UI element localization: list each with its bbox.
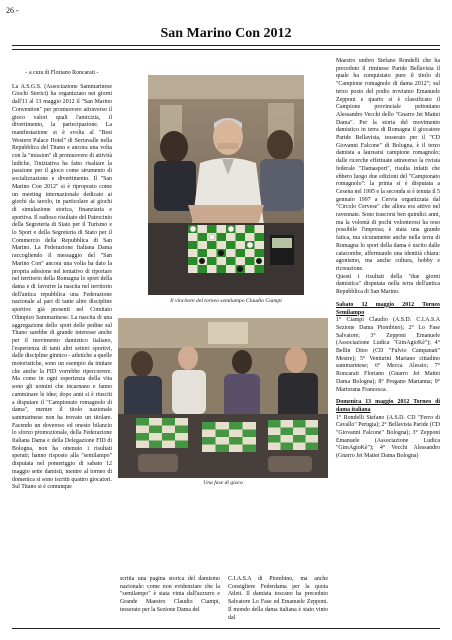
results-heading-semilampo: Sabato 12 maggio 2012 Torneo Semilampo [336,301,440,316]
col3-paragraph: C.I.A.S.A di Piombino, ma anche Consigliere Federdama per la quota Atleti. Il damista toscano ha preceduto Salvatore Lo Fase ed Emanuele Zepponi. Il mondo della dama italiana è stato vinto dal [228,576,328,621]
game-photo [118,318,328,478]
article-column-1 [12,70,112,492]
article-title: San Marino Con 2012 [160,26,292,41]
results-list-dama-italiana: 1° Rondelli Stefano (A.S.D. CD "Ferro di Cavallo" Perugia); 2° Bellavista Paride (CD "Giovanni Falcone" Bologna); 3° Zepponi Emanuele (Associazione Ludica "GimAgioKè"); 4° Vecchi Alessandro (Gnarro Jet Mattei Dama Bologna) [336,414,440,460]
results-list-semilampo: 1° Ciampi Claudio (A.S.D. C.I.A.S.A Sezione Dama Piombino); 2° Lo Fase Salvatore; 3° Zepponi Emanuele (Associazione Ludica "GimAgioKè"); 4° Bellin Dino (CD "Fulvio Campanati" Mestre); 5° Venturini Mariano cittadino sammarinese; 6° Mecca Alessio; 7° Roncarati Floriano (Gnarro Jet Mattei Dama Bologna); 8° Progano Marianna; 9° Martorana Francesca. [336,317,440,393]
title-rule-top [12,45,440,46]
game-photo-caption: Una fase di gioco [203,480,243,486]
game-photo-image [118,318,328,478]
article-author: - a cura di Floriano Roncarati - [25,70,99,76]
results-heading-dama-italiana: Domenica 13 maggio 2012 Torneo di dama italiana [336,399,440,413]
article-column-3 [228,576,328,622]
article-column-2 [120,576,220,615]
col2-paragraph: scritta una pagina storica del damismo nazionale: come non evidenziare che la "semilampo" è stata vinta dall'azzurro e Grande Maestro Claudio Ciampi, tesserato per la Sezione Dama del [120,576,220,613]
winner-photo-image [148,75,304,295]
title-rule-bottom [12,49,440,50]
winner-photo [148,75,304,295]
col1-paragraph: La A.S.G.S. (Associazione Sammarinese Giochi Storici) ha organizzato nei giorni dall'11 al 13 maggio 2012 il "San Marino Convention" per promuovere attraverso il gioco valori quali l'amicizia, il divertimento, la partecipazione. La manifestazione si è svolta al "Best Western Palace Hotel" di Serravalle nella Repubblica del Titano e ancora una volta con la "mission" di promuovere di attività ludiche, l'iniziativa ha fatto risaltare la passione per il gioco come strumento di socializzazione e divertimento. Il "San Marino Con 2012" si è riproposto come un meeting internazionale dedicato ai giochi da tavolo, in particolare ai giochi di simulazione storica, finanziaria e sportiva. Il radioso risultato del Patrocinio della Segreteria di Stato per il Turismo e lo Sport e della Segreteria di Stato per il Commercio della Repubblica di San Marino. La Federazione Italiana Dama raccogliendo il messaggio del "San Marino Con" ancora una volta ha dato la propria adesione nel tentativo di riportare nel territorio della Romagna lo sport della dama e di favorire la nascita nel territorio dell'antica repubblica una Federazione nazionale al pari di tante altre discipline sportive già presenti nel Comitato Olimpico Sammarinese. La nascita di una aggregazione dello sport delle pedine sul Titano sarebbe di grande interesse anche per il movimento damistico italiano, l'esperienza di tanti altri settori sportivi, dalle discipline ginnico - atletiche a quelle motoristiche, sono un esempio da imitare che anche la FID vorrebbe ripercorrere. Ma come in ogni esperienza della vita sono gli uomini che incarnano e fanno camminare le idee; dopo anni si è riusciti a disputare il "Campionato romagnolo di dama", mentre il titolo nazionale sammarinese non ha trovato un titolare. Facendo un doveroso ed onesto bilancio lo sforzo promozionale, della Federazione Italiana Dama e della Delegazione FID di Bologna, non ha ottenuto i risultati sperati; hanno risposto alla "semilampo" disputata nel pomeriggio di sabato 12 maggio sette damisti, mentre al torneo di domenica si sono iscritti quattro giocatori. Sul Titano si è comunque [12,83,112,491]
page-bottom-rule [12,628,440,629]
winner-photo-caption: Il vincitore del torneo semilampo Claudio Ciampi [170,298,282,304]
col4-paragraph: Questi i risultati della "due giorni damistica" disputata nella terra dell'antica Repubblica di San Marino. [336,273,440,296]
page-number: 26 - [6,6,19,15]
article-column-4 [336,58,440,461]
col4-paragraph: Maestro umbro Stefano Rondelli che ha preceduto il riminese Paride Bellavista il quale ha conquistato pure il titolo di "Campione romagnolo di dama 2012"; sul terzo posto del podio troviamo Emanuele Zepponi e quarto si è classificato il Campione provinciale pettoniano Alessandro Vecchi dello "Gnarro Jet Mattei Dama". Per la storia del movimento damistico in terra di Romagna il giocatore Paride Bellavista, tesserato per il "CD Giovanni Falcone" di Bologna, è il terzo damista a laurearsi campione romagnolo; dalle ricerche effettuate attraverso la rivista federale "Damasport", risulta infatti che ebbero luogo due edizioni del "Campionato romagnolo": la prima si è disputata a Cesena nel 1995 e la seconda si è tenuta il 5 gennaio 1997 a Cervia organizzata dal "Circolo Cervese" che allora era attivo nel ravennate. Sono trascorsi ben quindici anni, ma la volontà di pochi volonterosi ha reso possibile l'impresa; è stata una grande fatica, ma sicuramente anche nella terra di Romagna lo sport della dama è uscito dalle catacombe, affermando una identità chiara: agonismo, ma anche cultura, hobby e ricreazione. [336,58,440,272]
